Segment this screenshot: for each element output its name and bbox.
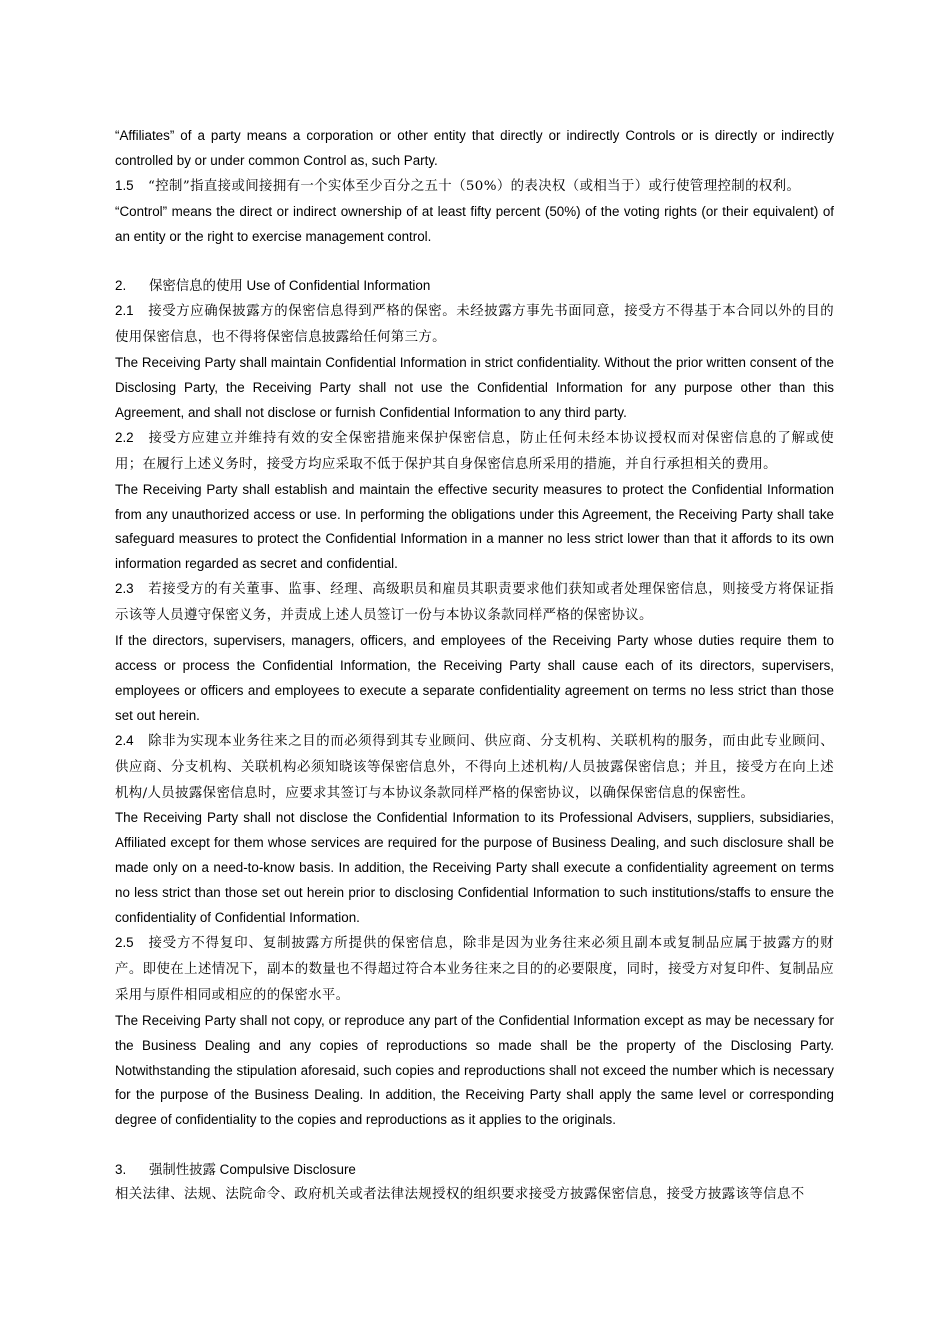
clause-2-2-en: The Receiving Party shall establish and maintain the effective security measures to protect the Confidential Information from any unauthorized access or use. In performing the obligations under this Agreement, the Receiving Party shall take safeguard measures to protect the Confidential Information in a manner no less strict lower than that it affords to its own information regarded as secret and confidential. xyxy=(115,481,834,572)
clause-text-zh: 若接受方的有关董事、监事、经理、高级职员和雇员其职责要求他们获知或者处理保密信息，则接受方将保证指示该等人员遵守保密义务，并责成上述人员签订一份与本协议条款同样严格的保密协议。 xyxy=(115,582,834,624)
section-2-heading xyxy=(115,274,834,299)
control-definition-zh xyxy=(115,174,834,200)
section-3-text-zh: 相关法律、法规、法院命令、政府机关或者法律法规授权的组织要求接受方披露保密信息，接受方披露该等信息不 xyxy=(115,1187,805,1203)
section-number: 3. xyxy=(115,1162,127,1178)
clause-2-4-zh xyxy=(115,729,834,807)
clause-2-3-zh xyxy=(115,577,834,629)
clause-2-1-zh xyxy=(115,299,834,351)
clause-number: 2.3 xyxy=(115,581,134,597)
clause-number: 2.5 xyxy=(115,934,134,950)
clause-number: 2.2 xyxy=(115,429,134,445)
section-number: 2. xyxy=(115,278,127,294)
document-page xyxy=(115,124,834,1208)
clause-2-5-en: The Receiving Party shall not copy, or reproduce any part of the Confidential Information except as may be necessary for the Business Dealing and any copies of reproductions so made shall be the property of the Disclosing Party. Notwithstanding the stipulation aforesaid, such copies and reproductions shall not exceed the number which is necessary for the purpose of the Business Dealing. In addition, the Receiving Party shall apply the same level or corresponding degree of confidentiality to the copies and reproductions as it applies to the originals. xyxy=(115,1012,834,1128)
clause-number: 2.4 xyxy=(115,732,134,748)
clause-2-2-zh xyxy=(115,426,834,478)
control-definition-en: “Control” means the direct or indirect ownership of at least fifty percent (50%) of the voting rights (or their equivalent) of an entity or the right to exercise management control. xyxy=(115,203,834,244)
section-3-heading xyxy=(115,1158,834,1183)
affiliates-definition-en: “Affiliates” of a party means a corporation or other entity that directly or indirectly Controls or is directly or indirectly controlled by or under common Control as, such Party. xyxy=(115,128,834,168)
clause-text-zh: 接受方不得复印、复制披露方所提供的保密信息，除非是因为业务往来必须且副本或复制品应属于披露方的财产。即使在上述情况下，副本的数量也不得超过符合本业务往来之目的的必要限度，同时，接受方对复印件、复制品应采用与原件相同或相应的的保密水平。 xyxy=(115,935,834,1003)
section-title: 强制性披露 Compulsive Disclosure xyxy=(149,1162,356,1178)
clause-2-3-en: If the directors, supervisers, managers, officers, and employees of the Receiving Party whose duties require them to access or process the Confidential Information, the Receiving Party shall cause each of its directors, supervisers, employees or officers and employees to execute a separate confidentiality agreement on terms no less strict than those set out herein. xyxy=(115,633,834,723)
clause-2-4-en: The Receiving Party shall not disclose the Confidential Information to its Professional Advisers, suppliers, subsidiaries, Affiliated except for them whose services are required for the purpose of Business Dealing, and such disclosure shall be made only on a need-to-know basis. In addition, the Receiving Party shall execute a confidentiality agreement on terms no less strict than those set out herein prior to disclosing Confidential Information to such institutions/staffs to ensure the confidentiality of Confidential Information. xyxy=(115,810,834,926)
clause-number: 2.1 xyxy=(115,303,134,319)
clause-text-zh: “控制”指直接或间接拥有一个实体至少百分之五十（50%）的表决权（或相当于）或行使管理控制的权利。 xyxy=(148,178,801,194)
clause-text-zh: 除非为实现本业务往来之目的而必须得到其专业顾问、供应商、分支机构、关联机构的服务，而由此专业顾问、供应商、分支机构、关联机构必须知晓该等保密信息外，不得向上述机构/人员披露保密信息；并且，接受方在向上述机构/人员披露保密信息时，应要求其签订与本协议条款同样严格的保密协议，以确保保密信息的保密性。 xyxy=(115,733,834,801)
clause-text-zh: 接受方应确保披露方的保密信息得到严格的保密。未经披露方事先书面同意，接受方不得基于本合同以外的目的使用保密信息，也不得将保密信息披露给任何第三方。 xyxy=(115,304,834,346)
clause-2-5-zh xyxy=(115,931,834,1009)
clause-number: 1.5 xyxy=(115,177,134,193)
clause-2-1-en: The Receiving Party shall maintain Confidential Information in strict confidentiality. Without the prior written consent of the Disclosing Party, the Receiving Party shall not use the Confidential Information for any purpose other than this Agreement, and shall not disclose or furnish Confidential Information to any third party. xyxy=(115,355,834,420)
section-title: 保密信息的使用 Use of Confidential Information xyxy=(149,278,431,294)
clause-text-zh: 接受方应建立并维持有效的安全保密措施来保护保密信息，防止任何未经本协议授权而对保密信息的了解或使用；在履行上述义务时，接受方均应采取不低于保护其自身保密信息所采用的措施，并自行承担相关的费用。 xyxy=(115,430,834,472)
